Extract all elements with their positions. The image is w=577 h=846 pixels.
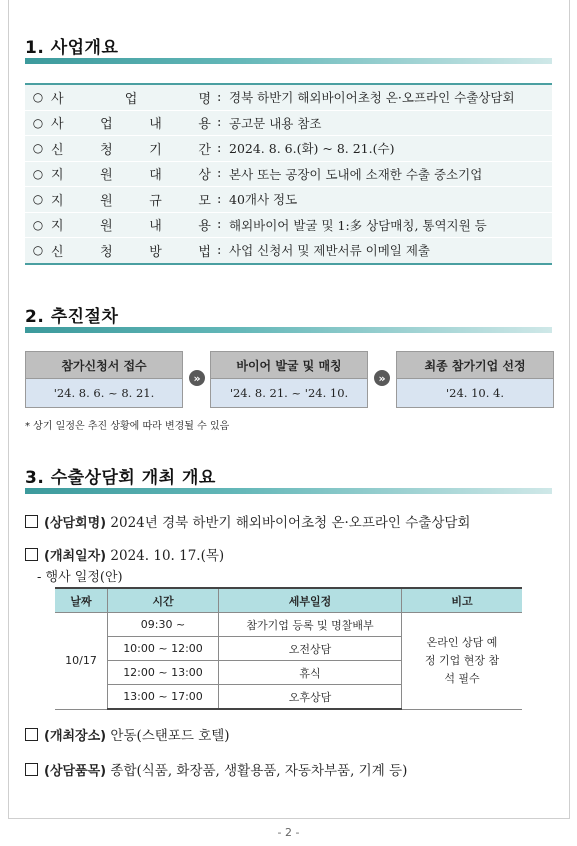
step-heading: 참가신청서 접수 xyxy=(26,352,182,379)
overview-label: 지 원 내 용 xyxy=(51,219,211,235)
overview-row xyxy=(25,162,552,188)
column-header: 시간 xyxy=(108,588,219,613)
checkbox-square-icon xyxy=(25,515,38,528)
overview-value: 40개사 정도 xyxy=(229,192,298,208)
overview-table xyxy=(25,83,552,265)
colon: : xyxy=(217,140,222,156)
overview-value: 경북 하반기 해외바이어초청 온·오프라인 수출상담회 xyxy=(229,90,515,106)
overview-value: 해외바이어 발굴 및 1:多 상담매칭, 통역지원 등 xyxy=(229,217,487,233)
colon: : xyxy=(217,191,222,207)
overview-label: 신 청 기 간 xyxy=(51,142,211,158)
detail-cell: 오후상담 xyxy=(219,685,402,710)
overview-label: 사 업 내 용 xyxy=(51,117,211,133)
schedule-note: * 상기 일정은 추진 상황에 따라 변경될 수 있음 xyxy=(25,421,230,432)
overview-label: 신 청 방 법 xyxy=(51,244,211,260)
double-chevron-right-icon: » xyxy=(374,370,390,386)
time-cell: 10:00 ~ 12:00 xyxy=(108,637,219,661)
checkbox-square-icon xyxy=(25,728,38,741)
overview-row xyxy=(25,136,552,162)
schedule-label: - 행사 일정(안) xyxy=(37,570,123,585)
section1-divider xyxy=(25,58,552,64)
section2-divider xyxy=(25,327,552,333)
detail-cell: 오전상담 xyxy=(219,637,402,661)
step-date: '24. 8. 21. ~ '24. 10. xyxy=(211,379,367,407)
overview-row xyxy=(25,213,552,239)
step-heading: 최종 참가기업 선정 xyxy=(397,352,553,379)
date-cell: 10/17 xyxy=(55,613,108,710)
table-row xyxy=(55,613,522,637)
detail-cell: 참가기업 등록 및 명찰배부 xyxy=(219,613,402,637)
checkbox-square-icon xyxy=(25,763,38,776)
process-step-selection xyxy=(396,351,554,408)
colon: : xyxy=(217,89,222,105)
column-header: 세부일정 xyxy=(219,588,402,613)
time-cell: 13:00 ~ 17:00 xyxy=(108,685,219,710)
section2-title: 2. 추진절차 xyxy=(25,307,119,327)
item-products: (상담품목) 종합(식품, 화장품, 생활용품, 자동차부품, 기계 등) xyxy=(25,759,407,779)
time-cell: 09:30 ~ xyxy=(108,613,219,637)
overview-label: 지 원 대 상 xyxy=(51,168,211,184)
colon: : xyxy=(217,217,222,233)
overview-row xyxy=(25,187,552,213)
schedule-table xyxy=(55,587,522,710)
step-date: '24. 8. 6. ~ 8. 21. xyxy=(26,379,182,407)
table-header-row xyxy=(55,588,522,613)
overview-label: 지 원 규 모 xyxy=(51,193,211,209)
overview-value: 사업 신청서 및 제반서류 이메일 제출 xyxy=(229,243,430,259)
overview-label: 사 업 명 xyxy=(51,91,211,107)
bullet-circle: ○ xyxy=(32,90,44,105)
bullet-circle: ○ xyxy=(32,166,44,181)
detail-cell: 휴식 xyxy=(219,661,402,685)
process-step-matching xyxy=(210,351,368,408)
remark-cell: 온라인 상담 예정 기업 현장 참석 필수 xyxy=(402,613,523,710)
colon: : xyxy=(217,166,222,182)
colon: : xyxy=(217,115,222,131)
overview-value: 본사 또는 공장이 도내에 소재한 수출 중소기업 xyxy=(229,166,483,182)
overview-row xyxy=(25,111,552,137)
overview-row xyxy=(25,238,552,263)
time-cell: 12:00 ~ 13:00 xyxy=(108,661,219,685)
item-event-date: (개최일자) 2024. 10. 17.(목) xyxy=(25,544,224,564)
bullet-circle: ○ xyxy=(32,192,44,207)
column-header: 비고 xyxy=(402,588,523,613)
overview-row xyxy=(25,85,552,111)
bullet-circle: ○ xyxy=(32,141,44,156)
column-header: 날짜 xyxy=(55,588,108,613)
bullet-circle: ○ xyxy=(32,243,44,258)
overview-value: 공고문 내용 참조 xyxy=(229,115,322,131)
item-event-name: (상담회명) 2024년 경북 하반기 해외바이어초청 온·오프라인 수출상담회 xyxy=(25,511,470,531)
page-number: - 2 - xyxy=(277,826,300,839)
bullet-circle: ○ xyxy=(32,115,44,130)
process-step-apply xyxy=(25,351,183,408)
bullet-circle: ○ xyxy=(32,217,44,232)
step-heading: 바이어 발굴 및 매칭 xyxy=(211,352,367,379)
section3-title: 3. 수출상담회 개최 개요 xyxy=(25,468,216,488)
overview-value: 2024. 8. 6.(화) ~ 8. 21.(수) xyxy=(229,141,395,157)
section1-title: 1. 사업개요 xyxy=(25,38,119,58)
step-date: '24. 10. 4. xyxy=(397,379,553,407)
item-venue: (개최장소) 안동(스탠포드 호텔) xyxy=(25,724,230,744)
colon: : xyxy=(217,242,222,258)
section3-divider xyxy=(25,488,552,494)
double-chevron-right-icon: » xyxy=(189,370,205,386)
checkbox-square-icon xyxy=(25,548,38,561)
